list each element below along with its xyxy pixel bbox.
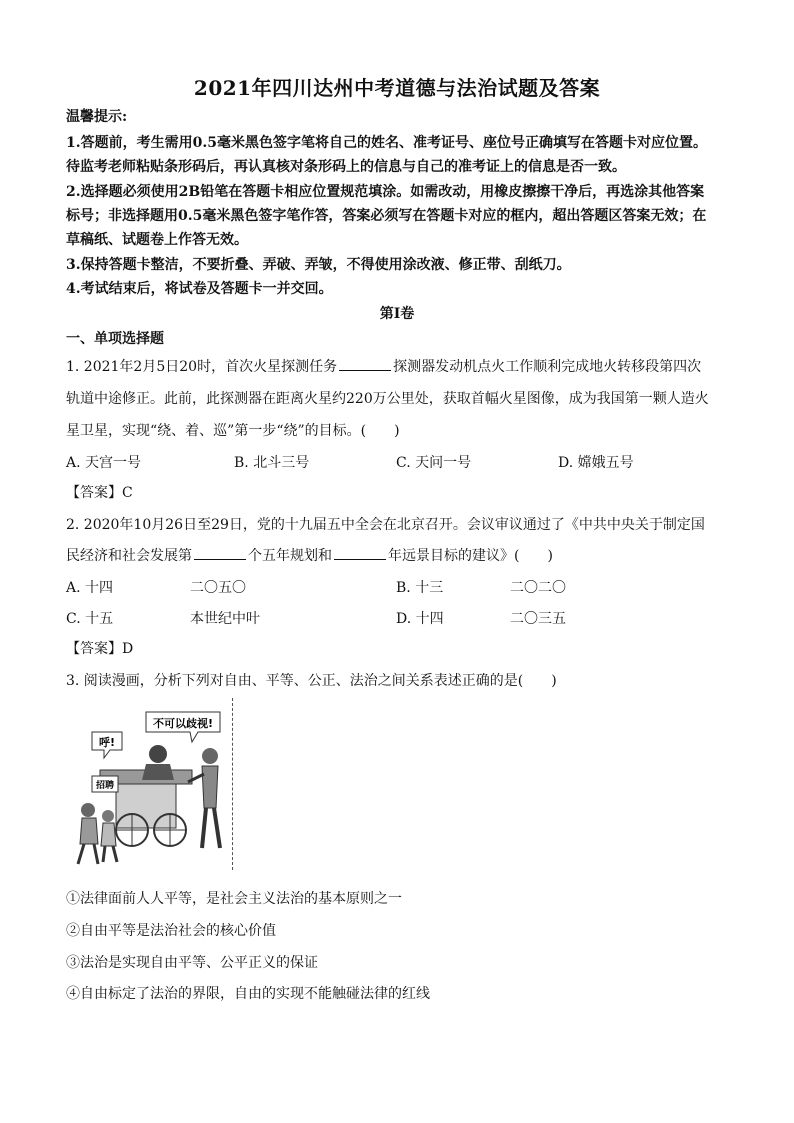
question-3-stem: 3. 阅读漫画，分析下列对自由、平等、公正、法治之间关系表述正确的是( ) (66, 673, 557, 689)
statement-4: ④自由标定了法治的界限，自由的实现不能触碰法律的红线 (66, 986, 430, 1002)
volume-heading: 第Ⅰ卷 (379, 306, 415, 322)
statement-3: ③法治是实现自由平等、公平正义的保证 (66, 955, 318, 971)
tip-line: 标号；非选择题用0.5毫米黑色签字笔作答，答案必须写在答题卡对应的框内，超出答题区答案无效；在 (66, 208, 707, 224)
question-1-line: 星卫星，实现“绕、着、巡”第一步“绕”的目标。( ) (66, 423, 400, 439)
cartoon-image (70, 698, 232, 870)
figure-right-head (202, 748, 218, 764)
question-1-text: 探测器发动机点火工作顺利完成地火转移段第四次 (393, 359, 702, 375)
page-title: 2021年四川达州中考道德与法治试题及答案 (193, 76, 601, 100)
answer-label: 【答案】C (66, 485, 133, 501)
interviewer-head (149, 745, 167, 763)
question-1-line: 轨道中途修正。此前，此探测器在距离火星约220万公里处，获取首幅火星图像，成为我国第一颗人造火 (66, 391, 709, 407)
tip-line: 3.保持答题卡整洁，不要折叠、弄破、弄皱，不得使用涂改液、修正带、刮纸刀。 (66, 257, 571, 273)
option-a-value: 二〇五〇 (190, 580, 246, 596)
figure-mid-body (101, 823, 116, 846)
option-d: D. 十四 (396, 611, 444, 627)
statement-2: ②自由平等是法治社会的核心价值 (66, 923, 276, 939)
option-c: C. 天问一号 (396, 455, 472, 471)
question-2-text: 民经济和社会发展第 (66, 548, 192, 564)
tip-line: 4.考试结束后，将试卷及答题卡一并交回。 (66, 281, 333, 297)
option-a: A. 天宫一号 (66, 455, 142, 471)
tip-line: 1.答题前，考生需用0.5毫米黑色签字笔将自己的姓名、准考证号、座位号正确填写在答题卡对应位置。 (66, 135, 707, 151)
tip-line: 待监考老师粘贴条形码后，再认真核对条形码上的信息与自己的准考证上的信息是否一致。 (66, 159, 626, 175)
figure-mid-head (102, 810, 114, 822)
bubble-left-text: 呼! (98, 736, 116, 749)
figure-left-head (81, 803, 95, 817)
option-c: C. 十五 (66, 611, 114, 627)
cartoon-divider (232, 698, 233, 870)
option-d-value: 二〇三五 (510, 611, 566, 627)
recruit-sign-text: 招聘 (95, 781, 115, 791)
option-b: B. 十三 (396, 580, 444, 596)
option-a: A. 十四 (66, 580, 114, 596)
answer-label: 【答案】D (66, 641, 134, 657)
question-1-line (66, 356, 701, 376)
statement-1: ①法律面前人人平等，是社会主义法治的基本原则之一 (66, 891, 402, 907)
answer-blank (339, 369, 391, 371)
tip-line: 2.选择题必须使用2B铅笔在答题卡相应位置规范填涂。如需改动，用橡皮擦擦干净后，再选涂其他答案 (66, 184, 705, 200)
tips-heading: 温馨提示: (66, 109, 128, 125)
speech-bubble-left (92, 732, 122, 758)
question-2-line (66, 545, 553, 565)
answer-blank (194, 558, 246, 560)
tip-line: 草稿纸、试题卷上作答无效。 (66, 232, 248, 248)
answer-blank (334, 558, 386, 560)
option-c-value: 本世纪中叶 (190, 611, 260, 627)
question-1-text: 1. 2021年2月5日20时，首次火星探测任务 (66, 359, 338, 375)
bubble-right-text: 不可以歧视! (152, 717, 214, 730)
option-d: D. 嫦娥五号 (558, 455, 634, 471)
question-2-line: 2. 2020年10月26日至29日，党的十九届五中全会在北京召开。会议审议通过了《中共中央关于制定国 (66, 517, 705, 533)
question-2-text: 个五年规划和 (248, 548, 332, 564)
speech-bubble-right (146, 712, 220, 742)
figure-left-body (80, 818, 98, 844)
question-2-text: 年远景目标的建议》( ) (388, 548, 553, 564)
option-b: B. 北斗三号 (234, 455, 310, 471)
option-b-value: 二〇二〇 (510, 580, 566, 596)
interviewer-body (142, 764, 174, 780)
section-heading: 一、单项选择题 (66, 331, 164, 347)
figure-right-body (202, 766, 218, 808)
